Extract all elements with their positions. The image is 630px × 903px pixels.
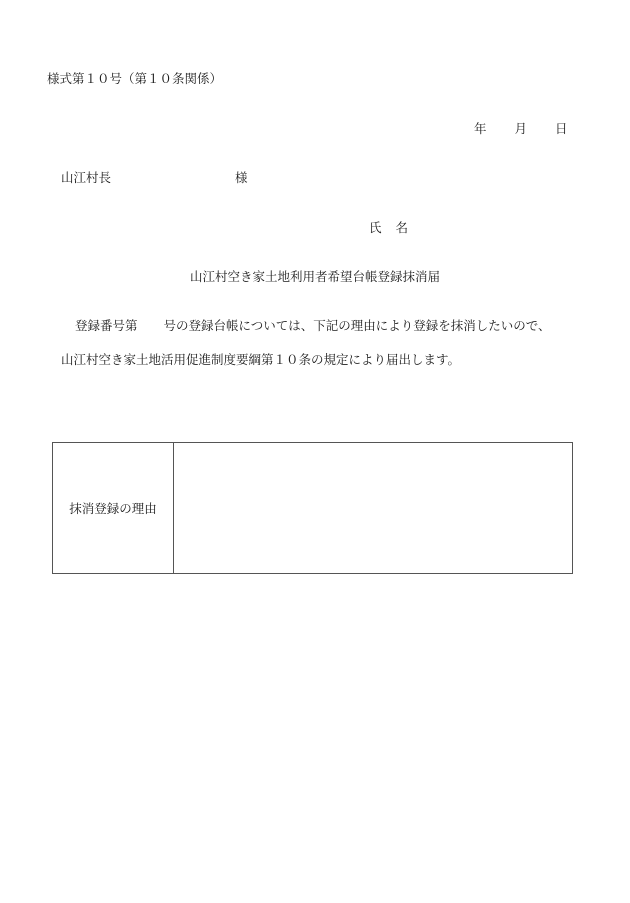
name-label-first: 氏 bbox=[369, 220, 382, 235]
body-line-1-text: 号の登録台帳については、下記の理由により登録を抹消したいので、 bbox=[163, 318, 551, 333]
date-line bbox=[474, 123, 568, 136]
date-month-label: 月 bbox=[514, 121, 528, 136]
applicant-name-label bbox=[369, 222, 408, 235]
reason-value-field[interactable] bbox=[174, 443, 573, 574]
body-line-2: 山江村空き家土地活用促進制度要綱第１０条の規定により届出します。 bbox=[61, 352, 461, 367]
body-line-1 bbox=[75, 320, 551, 333]
reason-label: 抹消登録の理由 bbox=[53, 443, 174, 574]
addressee-honorific: 様 bbox=[235, 170, 248, 185]
name-label-second: 名 bbox=[395, 220, 409, 235]
addressee-name: 山江村長 bbox=[61, 170, 112, 185]
date-day-label: 日 bbox=[555, 121, 568, 136]
reason-table bbox=[52, 442, 573, 574]
registration-number-prefix: 登録番号第 bbox=[75, 318, 138, 333]
reason-row bbox=[53, 443, 573, 574]
document-title: 山江村空き家土地利用者希望台帳登録抹消届 bbox=[189, 269, 440, 284]
date-year-label: 年 bbox=[474, 121, 487, 136]
form-number: 様式第１０号（第１０条関係） bbox=[47, 71, 223, 86]
